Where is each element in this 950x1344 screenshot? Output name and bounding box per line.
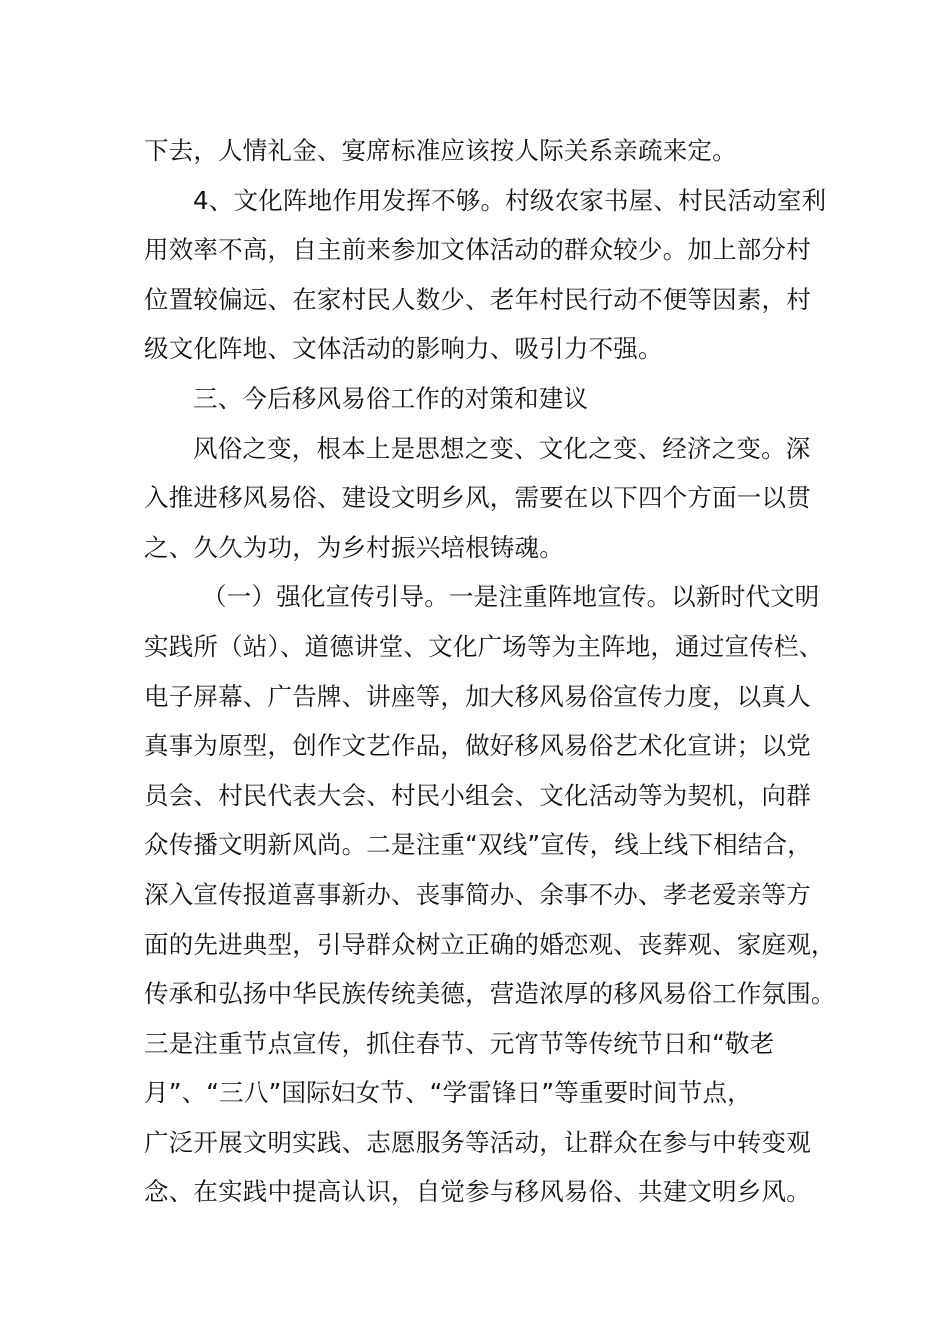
paragraph-start: 风俗之变，根本上是思想之变、文化之变、经济之变。深 [193,433,811,463]
subsection-heading: （一）强化宣传引导。一是注重阵地宣传。以新时代文明 [202,582,820,612]
text-line: 级文化阵地、文体活动的影响力、吸引力不强。 [144,334,663,364]
text-line: 念、在实践中提高认识，自觉参与移风易俗、共建文明乡风。 [144,1177,811,1207]
text-line: 月”、“三八”国际妇女节、“学雷锋日”等重要时间节点， [144,1078,752,1108]
text-line: 深入宣传报道喜事新办、丧事简办、余事不办、孝老爱亲等方 [144,879,811,909]
text-line: 面的先进典型，引导群众树立正确的婚恋观、丧葬观、家庭观， [144,929,836,959]
document-body [144,126,836,1217]
text-line: 实践所（站）、道德讲堂、文化广场等为主阵地，通过宣传栏、 [144,631,824,661]
text-line: 广泛开展文明实践、志愿服务等活动，让群众在参与中转变观 [144,1127,811,1157]
text-line: 三是注重节点宣传，抓住春节、元宵节等传统节日和“敬老 [144,1028,775,1058]
section-heading: 三、今后移风易俗工作的对策和建议 [193,383,589,413]
text-line: 员会、村民代表大会、村民小组会、文化活动等为契机，向群 [144,780,811,810]
text-line: 用效率不高，自主前来参加文体活动的群众较少。加上部分村 [144,235,811,265]
text-line: 电子屏幕、广告牌、讲座等，加大移风易俗宣传力度，以真人 [144,681,811,711]
text-line: 之、久久为功，为乡村振兴培根铸魂。 [144,532,564,562]
text-line: 众传播文明新风尚。二是注重“双线”宣传，线上线下相结合， [144,830,812,860]
text-line: 真事为原型，创作文艺作品，做好移风易俗艺术化宣讲；以党 [144,731,811,761]
text-line: 传承和弘扬中华民族传统美德，营造浓厚的移风易俗工作氛围。 [144,979,836,1009]
paragraph-heading-cultural-venues: 4、文化阵地作用发挥不够。村级农家书屋、村民活动室利 [193,185,827,215]
text-line: 下去，人情礼金、宴席标准应该按人际关系亲疏来定。 [144,136,737,165]
text-line: 位置较偏远、在家村民人数少、老年村民行动不便等因素，村 [144,284,811,314]
text-line: 入推进移风易俗、建设文明乡风，需要在以下四个方面一以贯 [144,483,811,513]
